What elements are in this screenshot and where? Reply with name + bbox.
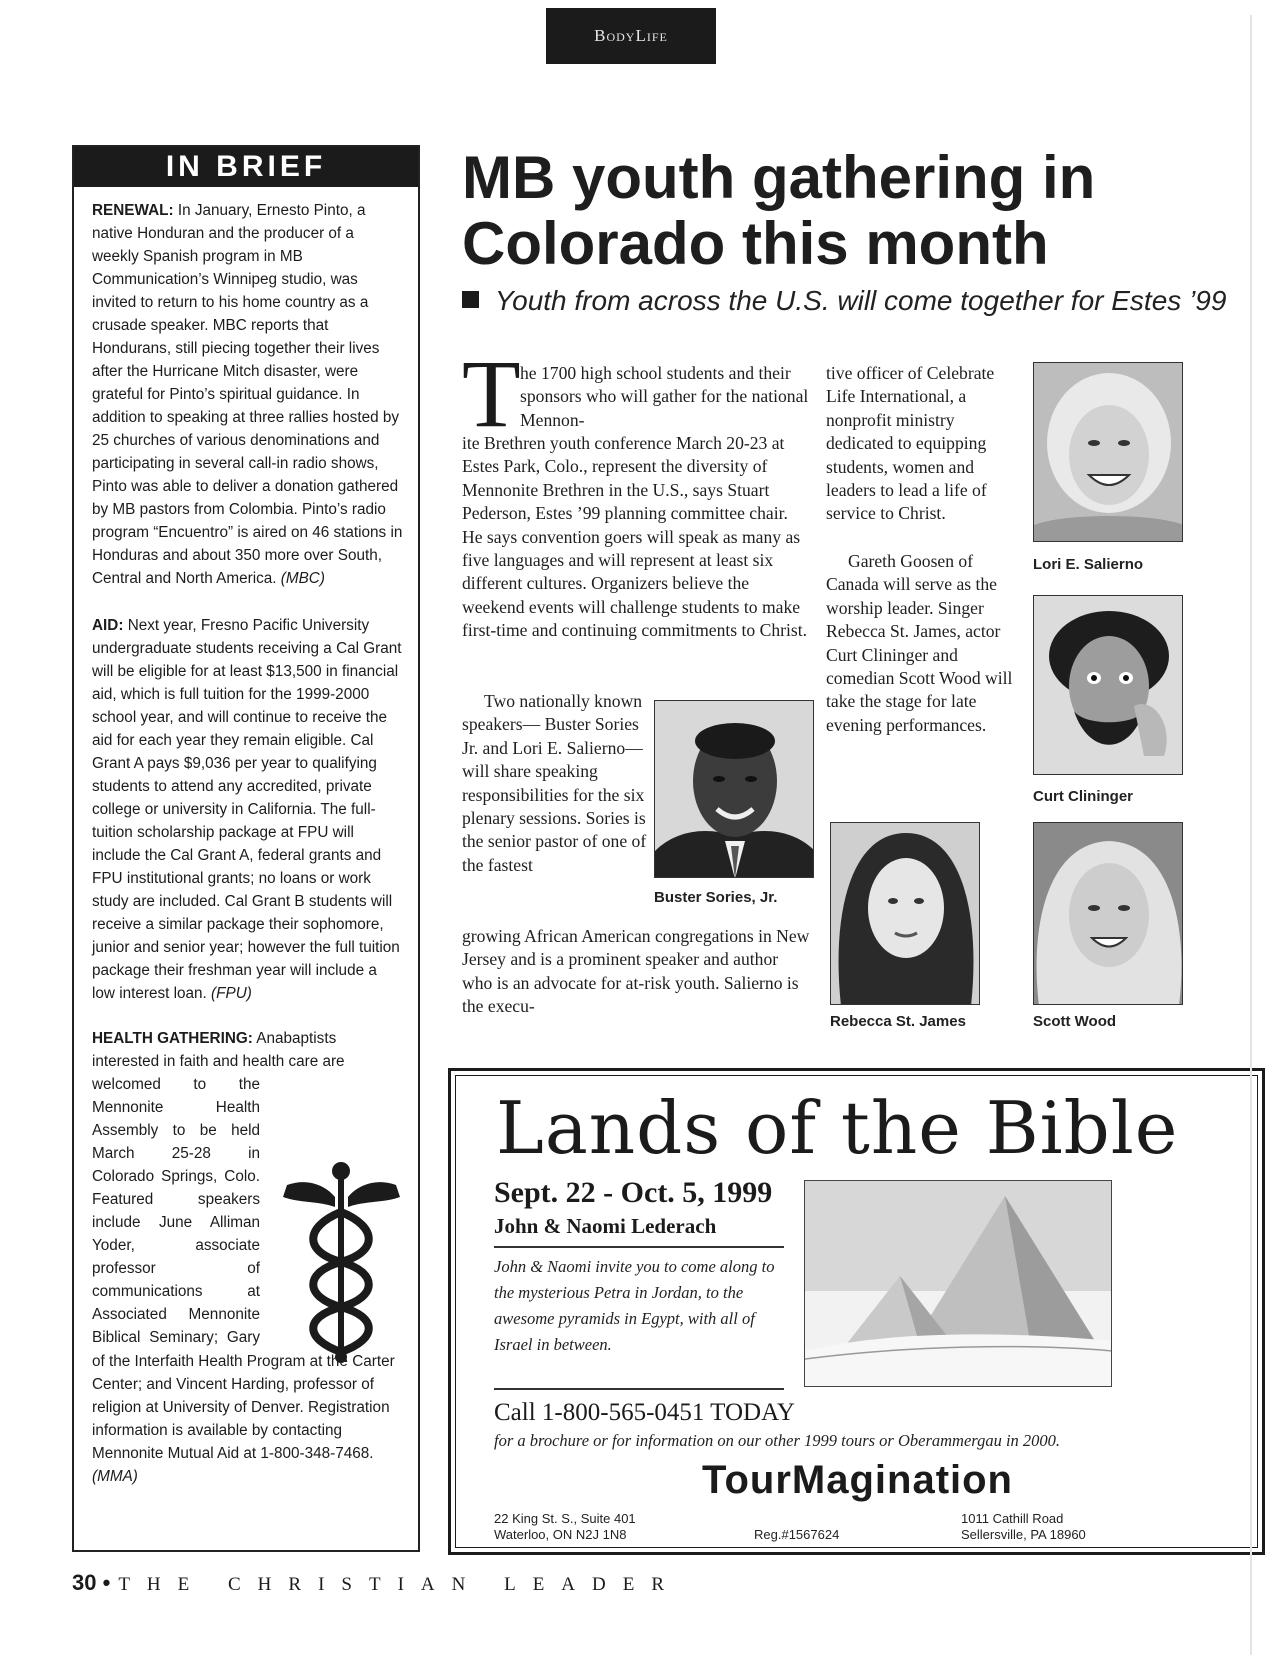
ad-phone-call: Call 1-800-565-0451 TODAY [494, 1399, 795, 1426]
in-brief-title: IN BRIEF [74, 147, 418, 187]
article-col2-paragraph: tive officer of Celebrate Life International, a nonprofit ministry dedicated to equipping students, women and leaders to lead a life of service to Christ. [826, 363, 995, 524]
ad-registration: Reg.#1567624 [754, 1527, 840, 1542]
caption-lori-salierno: Lori E. Salierno [1033, 556, 1144, 573]
ad-inner-frame [455, 1075, 1258, 1548]
photo-rebecca-st-james [830, 822, 980, 1005]
article-col2-performers: Gareth Goosen of Canada will serve as the worship leader. Singer Rebecca St. James, actor Curt Clininger and comedian Scott Wood will take the stage for late evening performances. [826, 551, 1013, 735]
magazine-name: THE CHRISTIAN LEADER [118, 1574, 682, 1595]
page-number: 30 [72, 1570, 97, 1595]
photo-buster-sories [654, 700, 814, 878]
article-intro: he 1700 high school students and their sponsors who will gather for the national Mennon- [520, 363, 809, 430]
ad-divider [494, 1388, 784, 1390]
caption-curt-clininger: Curt Clininger [1033, 788, 1133, 805]
ad-brand-logo: TourMagination [702, 1458, 1013, 1502]
photo-scott-wood [1033, 822, 1183, 1005]
ad-address-left: 22 King St. S., Suite 401 Waterloo, ON N2J 1N8 [494, 1511, 636, 1542]
ad-dates: Sept. 22 - Oct. 5, 1999 [494, 1176, 773, 1209]
article-col1-speakers: Two nationally known speakers— Buster Sories Jr. and Lori E. Salierno— will share speaking responsibilities for the six plenary sessions. Sories is the senior pastor of one of the fastest [462, 691, 647, 875]
scan-edge-line [1250, 15, 1252, 1655]
caption-scott-wood: Scott Wood [1033, 1013, 1117, 1030]
article-headline: MB youth gathering in Colorado this month [462, 144, 1096, 277]
ad-invitation-text: John & Naomi invite you to come along to the mysterious Petra in Jordan, to the awesome pyramids in Egypt, with all of Israel in between. [494, 1257, 775, 1354]
caption-buster-sories: Buster Sories, Jr. [654, 889, 778, 906]
ad-title: Lands of the Bible [496, 1086, 1179, 1170]
ad-brochure-note: for a brochure or for information on our other 1999 tours or Oberammergau in 2000. [494, 1431, 1061, 1450]
pyramids-image [804, 1180, 1112, 1387]
ad-divider [494, 1246, 784, 1248]
ad-hosts: John & Naomi Lederach [494, 1214, 717, 1238]
photo-lori-salierno [1033, 362, 1183, 542]
bullet-square-icon [462, 291, 479, 308]
caduceus-icon [279, 1157, 404, 1367]
brief-health-lead: HEALTH GATHERING: Anabaptists interested in faith and health care are [92, 1030, 345, 1070]
article-subhead: Youth from across the U.S. will come together for Estes ’99 [462, 285, 1282, 317]
ad-address-right: 1011 Cathill Road Sellersville, PA 18960 [961, 1511, 1086, 1542]
article-col1-continued: growing African American congregations in New Jersey and is a prominent speaker and author who is an advocate for at-risk youth. Salierno is the execu- [462, 926, 810, 1017]
brief-health-tail: of the Interfaith Health Program at the Carter Center; and Vincent Harding, professor of religion at University of Denver. Registration information is available by contacting Mennonite Mutual Aid at 1-800-348-7468. (MMA) [92, 1353, 395, 1485]
brief-aid: AID: Next year, Fresno Pacific University undergraduate students receiving a Cal Grant will be eligible for at least $13,500 in financial aid, which is full tuition for the 1999-2000 school year, and will continue to receive the aid for each year they remain eligible. Cal Grant A pays $9,036 per year to qualifying students to attend any accredited, private college or university in California. The full-tuition scholarship package at FPU will include the Cal Grant A, federal grants and FPU institutional grants; no loans or work study are included. Cal Grant B students will receive a similar package their sophomore, junior and senior year; however the full tuition package their freshman year will include a low interest loan. (FPU) [92, 617, 402, 1002]
brief-health-wrap: welcomed to the Mennonite Health Assembly to be held March 25-28 in Colorado Springs, Colo. Featured speakers include June Alliman Yoder, associate professor of communications at Associated Mennonite Biblical Seminary; Gary [92, 1076, 260, 1346]
photo-curt-clininger [1033, 595, 1183, 775]
article-col1-paragraph: ite Brethren youth conference March 20-23 at Estes Park, Colo., represent the diversity of Mennonite Brethren in the U.S., says Stuart Pederson, Estes ’99 planning committee chair. He says convention goers will speak as many as five languages and will represent at least six different cultures. Organizers believe the weekend events will challenge students to make first-time and continuing commitments to Christ. [462, 433, 807, 641]
in-brief-sidebar [72, 145, 420, 1552]
caption-rebecca-st-james: Rebecca St. James [830, 1013, 966, 1030]
section-label: BodyLife [546, 8, 716, 64]
folio-bullet: • [102, 1570, 111, 1595]
tour-advertisement [448, 1068, 1265, 1555]
drop-cap: T [462, 340, 521, 447]
page-folio [72, 1570, 681, 1596]
brief-renewal: RENEWAL: In January, Ernesto Pinto, a native Honduran and the producer of a weekly Spanish program in MB Communication’s Winnipeg studio, was invited to return to his home country as a crusade speaker. MBC reports that Hondurans, still piecing together their lives after the Hurricane Mitch disaster, were grateful for Pinto’s spiritual guidance. In addition to speaking at three rallies hosted by 25 churches of various denominations and participating in several call-in radio shows, Pinto was able to deliver a donation gathered by MB pastors from Colombia. Pinto’s radio program “Encuentro” is aired on 46 stations in Honduras and about 350 more over South, Central and North America. (MBC) [92, 202, 403, 587]
